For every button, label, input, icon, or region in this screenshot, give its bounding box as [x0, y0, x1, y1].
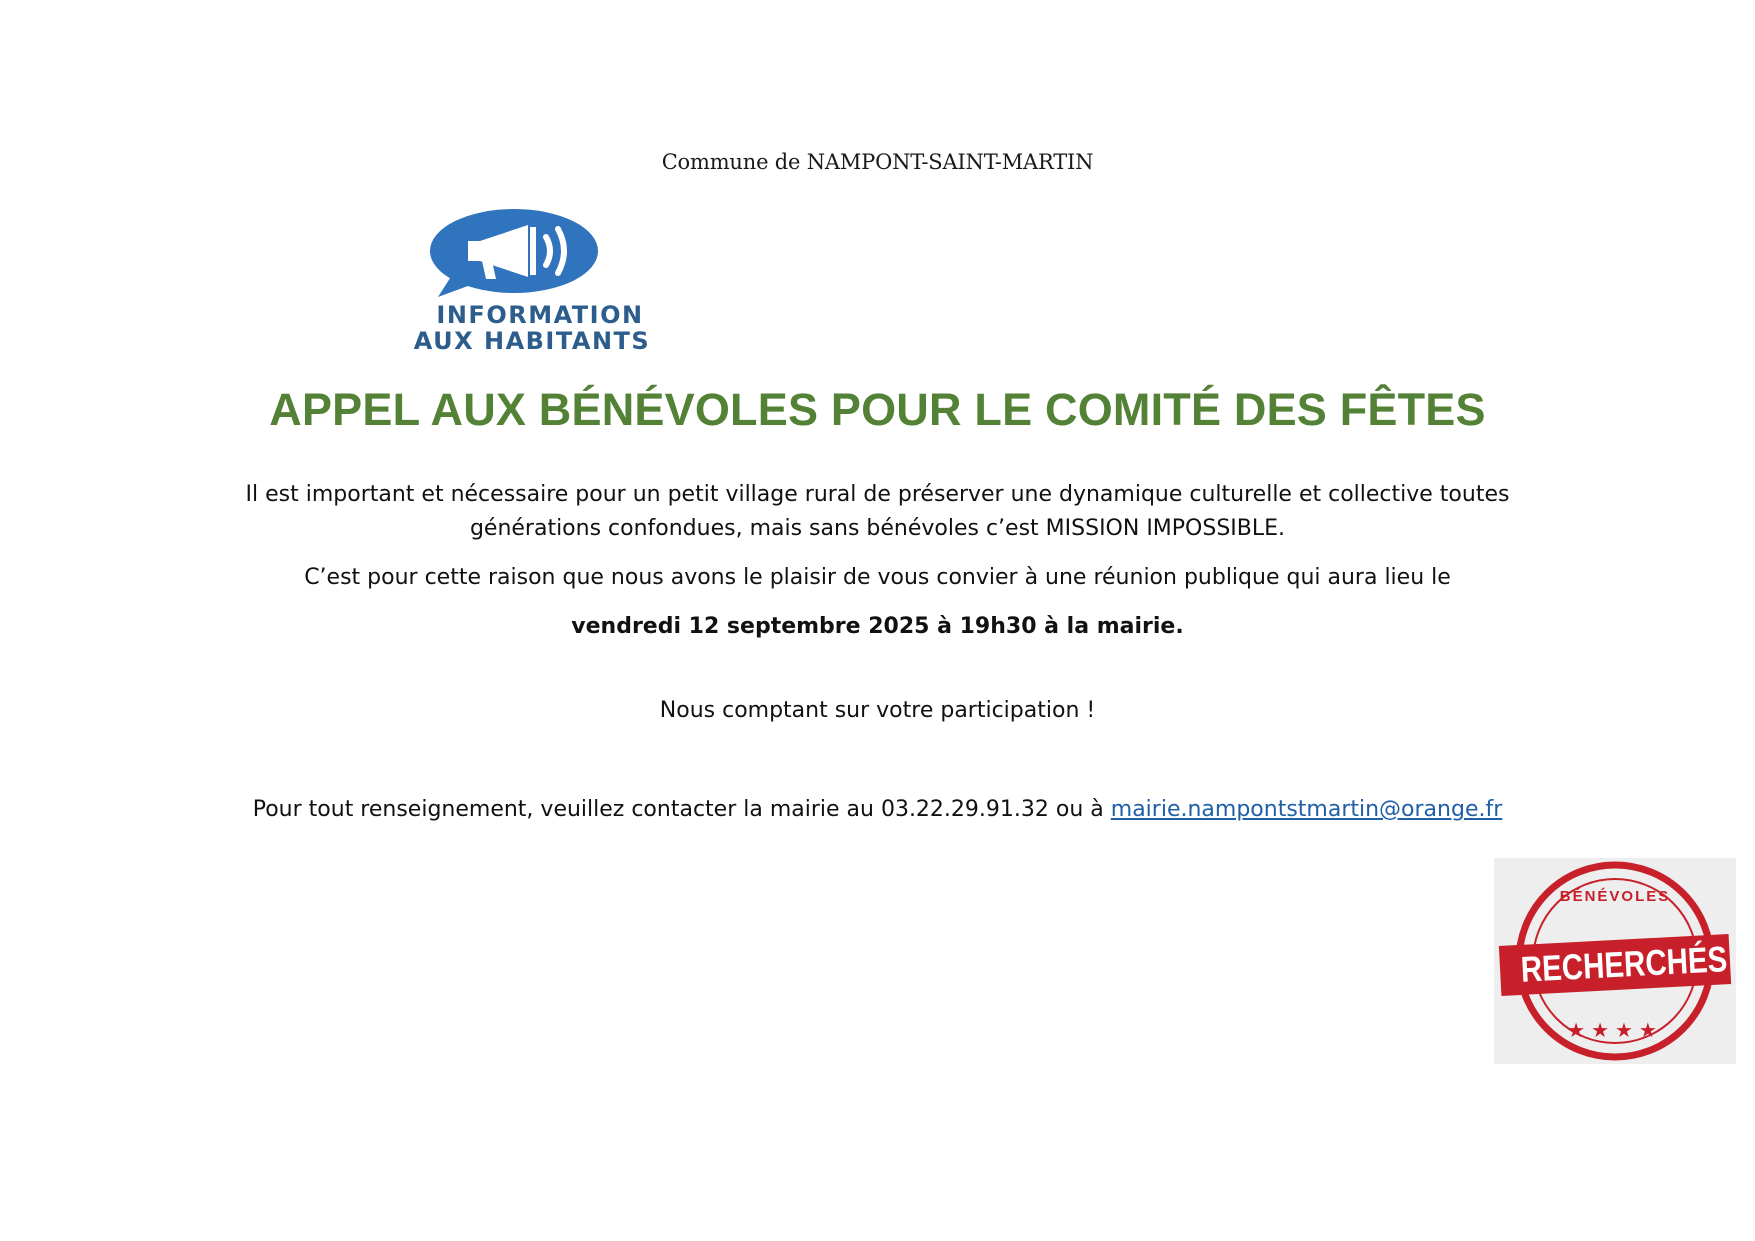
contact-email-link[interactable]: mairie.nampontstmartin@orange.fr [1110, 797, 1503, 822]
information-logo [352, 205, 712, 357]
invitation-paragraph: C’est pour cette raison que nous avons le plaisir de vous convier à une réunion publique qui aura lieu le [304, 565, 1451, 590]
stamp-stars-icon: ★★★★ [1567, 1018, 1663, 1042]
closing-text: Nous comptant sur votre participation ! [659, 698, 1096, 723]
volunteers-wanted-stamp [1494, 858, 1736, 1064]
intro-paragraph: Il est important et nécessaire pour un petit village rural de préserver une dynamique culturelle et collective toutes générations confondues, mais sans bénévoles c’est MISSION IMPOSSIBLE. [245, 482, 1510, 541]
commune-header: Commune de NAMPONT-SAINT-MARTIN [661, 150, 1094, 174]
stamp-main-text: RECHERCHÉS [1519, 938, 1729, 990]
logo-line1: INFORMATION [436, 301, 644, 329]
page-title: APPEL AUX BÉNÉVOLES POUR LE COMITÉ DES FÊTES [269, 384, 1486, 435]
stamp-top-text: BÉNÉVOLES [1559, 888, 1671, 905]
logo-line2: AUX HABITANTS [413, 327, 651, 355]
meeting-date: vendredi 12 septembre 2025 à 19h30 à la mairie. [571, 614, 1184, 639]
contact-line [180, 793, 1575, 827]
contact-text: Pour tout renseignement, veuillez contacter la mairie au 03.22.29.91.32 ou à [252, 797, 1111, 822]
megaphone-speech-bubble-icon [352, 205, 712, 301]
